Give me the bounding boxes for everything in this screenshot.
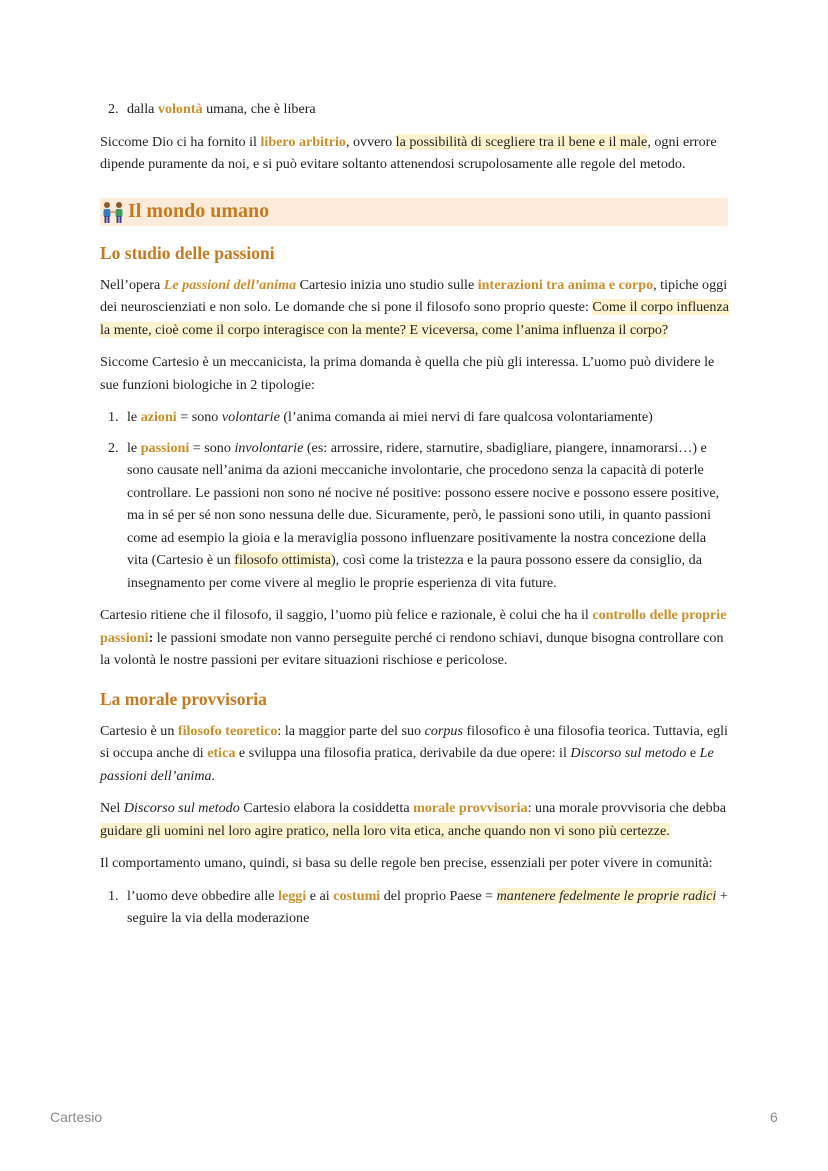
keyword: filosofo teoretico	[177, 722, 278, 739]
text: = sono	[176, 409, 222, 425]
list-item	[100, 885, 730, 930]
paragraph-libero-arbitrio	[100, 131, 730, 176]
list-item	[100, 437, 730, 595]
text: (es: arrossire, ridere, starnutire, sbadigliare, piangere, innamorarsi…) e sono causate nell’anima da azioni meccaniche involontarie, che procedono senza la capacità di poterle controllare. Le passioni non sono né nocive né positive: possono essere nocive e possono essere positive, ma in sé per sé non sono nessuna delle due. Sicuramente, però, le passioni sono utili, in quanto passioni come ad esempio la gioia e la meraviglia possono influenzare positivamente la nostra concezione della vita (Cartesio è un	[127, 439, 720, 568]
text: = sono	[189, 439, 235, 456]
text: , ovvero	[345, 133, 396, 150]
keyword: interazioni tra anima e corpo	[477, 276, 654, 293]
keyword: etica	[207, 745, 236, 761]
text: e ai	[306, 887, 334, 904]
paragraph-discorso	[100, 797, 730, 842]
paragraph-opera	[100, 274, 730, 342]
paragraph-teoretico	[100, 720, 730, 788]
text: dalla	[127, 101, 158, 117]
highlight: mantenere fedelmente le proprie radici	[496, 887, 717, 904]
text: Cartesio inizia uno studio sulle	[296, 276, 478, 293]
text: le passioni smodate non vanno perseguite perché ci rendono schiavi, dunque bisogna controllare con la volontà le nostre passioni per evitare situazioni rischiose e pericolose.	[100, 629, 724, 668]
highlight: filosofo ottimista	[234, 552, 331, 568]
people-holding-hands-icon	[100, 201, 126, 223]
highlight: guidare gli uomini nel loro agire pratico, nella loro vita etica, anche quando non vi sono più certezze.	[100, 822, 670, 839]
subsection-title: La morale provvisoria	[100, 688, 267, 709]
emphasis: Discorso sul metodo	[123, 800, 240, 816]
text: Cartesio ritiene che il filosofo, il saggio, l’uomo più felice e razionale, è colui che ha il	[100, 607, 593, 623]
section-title: Il mondo umano	[128, 200, 270, 223]
keyword: passioni	[140, 439, 190, 456]
text: , tipiche oggi dei neuroscienziati e non solo. Le domande che si pone il filosofo sono proprio queste:	[100, 276, 728, 315]
text: Siccome Dio ci ha fornito il	[100, 133, 261, 150]
paragraph-meccanicista: Siccome Cartesio è un meccanicista, la prima domanda è quella che più gli interessa. L’uomo può dividere le sue funzioni biologiche in 2 tipologie:	[100, 354, 715, 393]
list-number: 2.	[108, 101, 119, 117]
emphasis: Le passioni dell’anima.	[100, 745, 714, 784]
text: filosofico è una filosofia teorica. Tuttavia, egli si occupa anche di	[100, 722, 728, 761]
text: : una morale provvisoria che debba	[527, 800, 726, 816]
paragraph-comportamento: Il comportamento umano, quindi, si basa su delle regole ben precise, essenziali per poter vivere in comunità:	[100, 855, 713, 871]
text: le	[127, 409, 141, 425]
emphasis: Discorso sul metodo	[570, 745, 687, 761]
highlight: la possibilità di scegliere tra il bene e il male	[395, 133, 648, 150]
text: : la maggior parte del suo	[277, 722, 425, 739]
text: :	[148, 629, 154, 646]
text: umana, che è libera	[202, 101, 316, 117]
text: l’uomo deve obbedire alle	[127, 887, 279, 904]
intro-list	[100, 98, 730, 121]
text: Cartesio è un	[100, 722, 178, 739]
list-number: 1.	[108, 887, 119, 904]
text: Cartesio elabora la cosiddetta	[239, 800, 414, 816]
text: Nell’opera	[100, 276, 164, 293]
text: , ogni errore dipende puramente da noi, e si può evitare soltanto attenendosi scrupolosamente alle regole del metodo.	[100, 133, 717, 172]
highlight: Come il corpo influenza la mente, cioè come il corpo interagisce con la mente? E viceversa, come l’anima influenza il corpo?	[100, 299, 729, 338]
list-item	[100, 406, 730, 429]
text: ), così come la tristezza e la paura possono essere da consiglio, da insegnamento per come vivere al meglio le proprie esperienza di vita future.	[127, 552, 702, 591]
text: e sviluppa una filosofia pratica, derivabile da due opere: il	[235, 745, 571, 761]
keyword: controllo delle proprie passioni	[100, 607, 727, 646]
keyword: costumi	[333, 887, 381, 904]
footer-title: Cartesio	[50, 1109, 103, 1125]
functions-list	[100, 406, 730, 594]
list-number: 2.	[108, 439, 119, 456]
text: Nel	[100, 800, 124, 816]
keyword: Le passioni dell’anima	[163, 276, 297, 293]
text: + seguire la via della moderazione	[127, 887, 728, 926]
list-item	[100, 98, 730, 121]
emphasis: involontarie	[234, 439, 304, 456]
emphasis: corpus	[424, 722, 463, 739]
keyword: leggi	[278, 887, 307, 904]
text: e	[686, 745, 700, 761]
document-body	[100, 98, 730, 940]
list-number: 1.	[108, 409, 119, 425]
text: le	[127, 439, 141, 456]
subsection-title: Lo studio delle passioni	[100, 242, 275, 263]
text: (l’anima comanda ai miei nervi di fare qualcosa volontariamente)	[279, 409, 653, 425]
text: del proprio Paese =	[380, 887, 497, 904]
keyword: morale provvisoria	[413, 800, 528, 816]
emphasis: volontarie	[221, 409, 280, 425]
keyword: volontà	[157, 101, 203, 117]
keyword: azioni	[140, 409, 177, 425]
section-heading	[100, 198, 728, 226]
rules-list	[100, 885, 730, 930]
paragraph-saggio	[100, 604, 730, 672]
page-number: 6	[770, 1109, 778, 1125]
keyword: libero arbitrio	[260, 133, 346, 150]
